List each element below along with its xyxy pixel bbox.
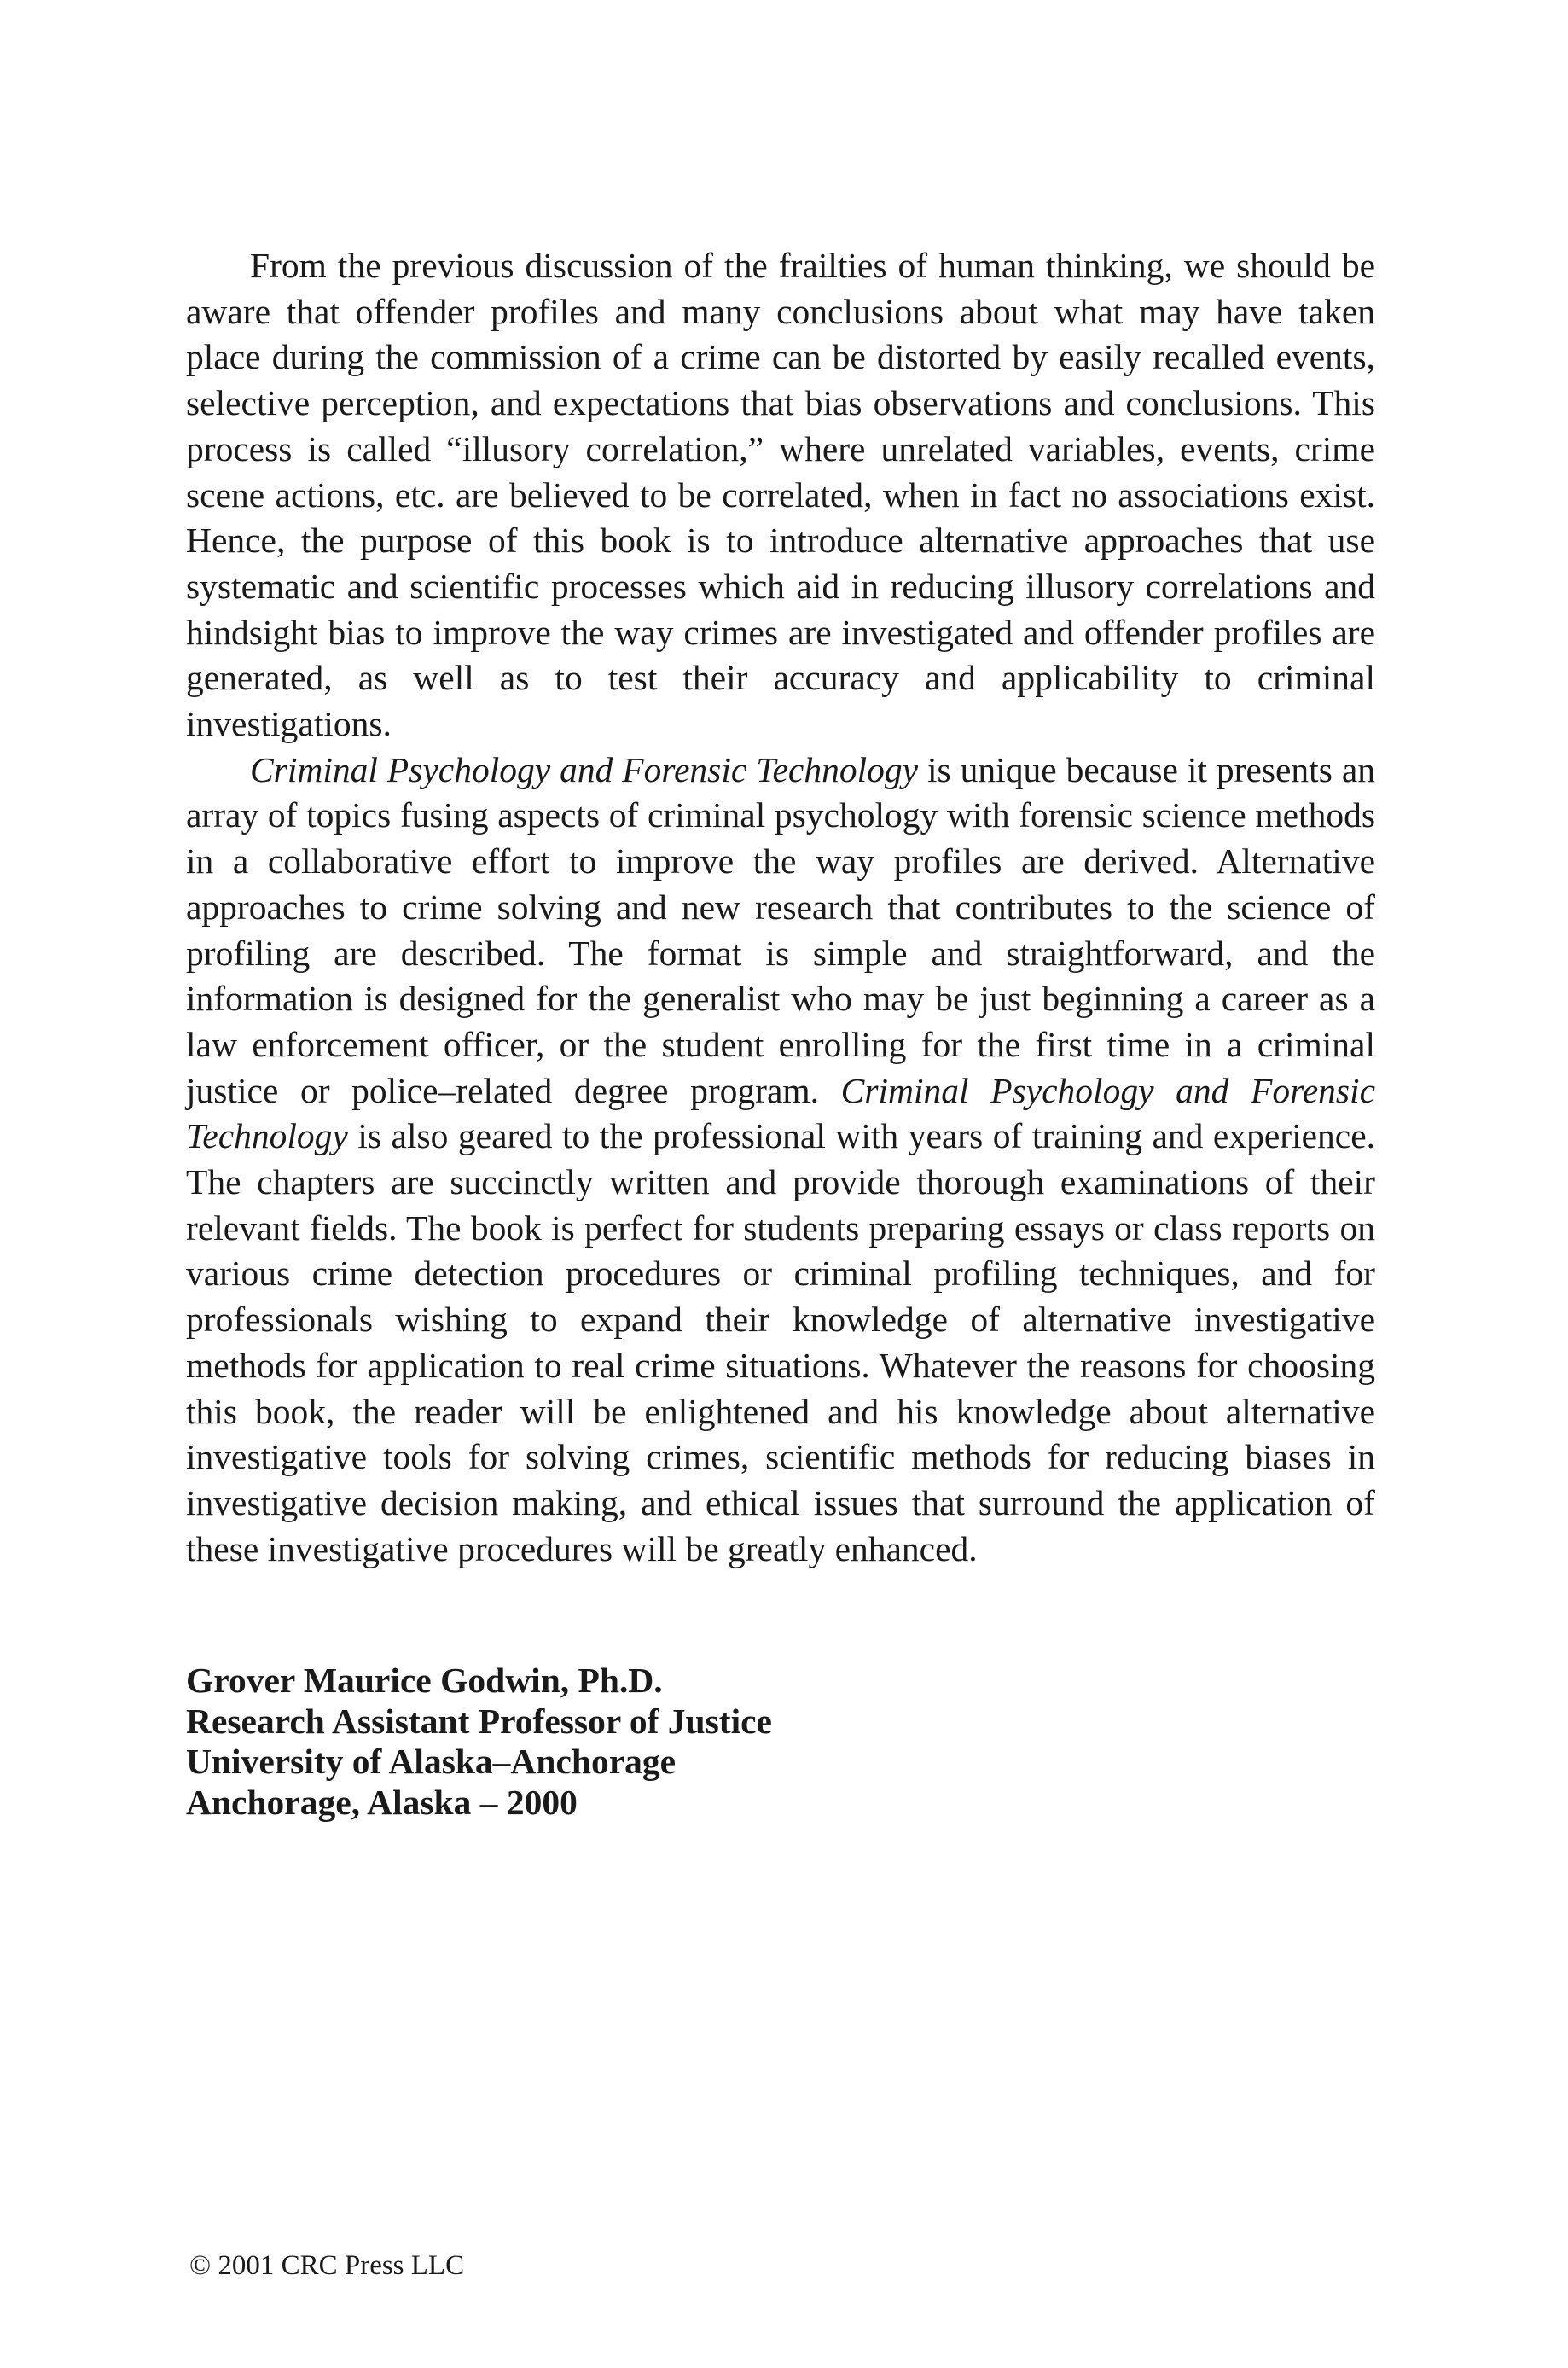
author-place-year: Anchorage, Alaska – 2000 — [186, 1782, 578, 1822]
book-title-italic-2: Criminal Psychology and Forensic Technology — [186, 1070, 1375, 1156]
paragraph-2 — [186, 748, 1375, 1573]
author-signature-block — [186, 1661, 1375, 1823]
paragraph-1 — [186, 243, 1375, 748]
author-title: Research Assistant Professor of Justice — [186, 1701, 772, 1741]
author-name: Grover Maurice Godwin, Ph.D. — [186, 1661, 663, 1700]
copyright-notice: © 2001 CRC Press LLC — [189, 2250, 465, 2281]
preface-body — [186, 243, 1375, 1572]
paragraph-1-text: From the previous discussion of the frailties of human thinking, we should be aware that offender profiles and many conclusions about what may have taken place during the commission of a crime can be distorted by easily recalled events, selective perception, and expectations that bias observations and conclusions. This process is called “illusory correlation,” where unrelated variables, events, crime scene actions, etc. are believed to be correlated, when in fact no associations exist. Hence, the purpose of this book is to introduce alternative approaches that use systematic and scientific processes which aid in reducing illusory correlations and hindsight bias to improve the way crimes are investigated and offender profiles are generated, as well as to test their accuracy and applicability to criminal investigations. — [186, 246, 1375, 744]
paragraph-2-text-b: is also geared to the professional with years of training and experience. The chapters are succinctly written and provide thorough examinations of their relevant fields. The book is perfect for students preparing essays or class reports on various crime detection procedures or criminal profiling techniques, and for professionals wishing to expand their knowledge of alternative investigative methods for application to real crime situations. Whatever the reasons for choosing this book, the reader will be enlightened and his knowledge about alternative investigative tools for solving crimes, scientific methods for reducing biases in investigative decision making, and ethical issues that surround the application of these investigative procedures will be greatly enhanced. — [186, 1116, 1375, 1568]
book-title-italic: Criminal Psychology and Forensic Technology — [250, 749, 919, 789]
author-institution: University of Alaska–Anchorage — [186, 1742, 677, 1781]
paragraph-2-text-a: is unique because it presents an array of topics fusing aspects of criminal psychology with forensic science methods in a collaborative effort to improve the way profiles are derived. Alternative approaches to crime solving and new research that contributes to the science of profiling are described. The format is simple and straightforward, and the information is designed for the generalist who may be just beginning a career as a law enforcement officer, or the student enrolling for the first time in a criminal justice or police–related degree program. — [186, 749, 1375, 1110]
